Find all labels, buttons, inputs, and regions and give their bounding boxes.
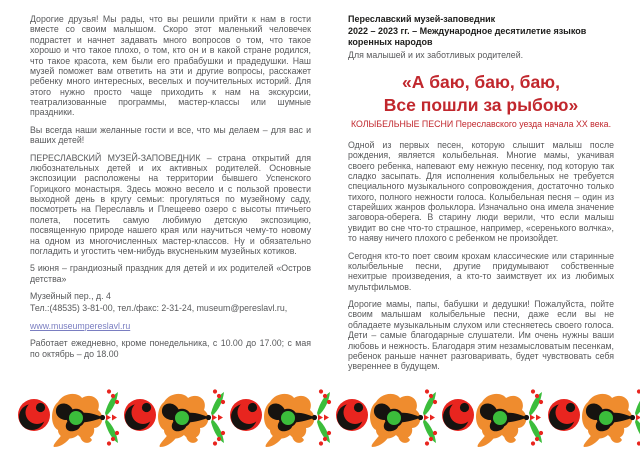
lullaby-history-paragraph: Одной из первых песен, которую слышит малыш после рождения, является колыбельная. Многие мамы, укачивая своего ребенка, напевают ему нежную песенку, под которую так сладко засыпать. Для исполнения колыбельных не требуется специального музыкального сопровождения, достаточно только тихого, полного нежности голоса. Колыбельная песня – один из старейших жанров фольклора. Изначально она имела значение заговора-оберега. В старину люди верили, что если малыш увидит во сне что-то страшное, например, «серенького волчка», то наяву ничего плохого с ребенком не произойдет.	[348, 139, 614, 244]
page-title	[348, 71, 614, 116]
decade-header: 2022 – 2023 гг. – Международное десятилетие языков коренных народов	[348, 25, 587, 48]
right-column	[348, 14, 614, 372]
title-line-1: «А баю, баю, баю,	[401, 72, 560, 93]
left-column	[30, 14, 311, 359]
appeal-paragraph: Дорогие мамы, папы, бабушки и дедушки! Пожалуйста, пойте своим малышам колыбельные песни, даже если вы не обладаете музыкальным слухом или стесняетесь своего голоса. Дети – самые благодарные слушатели. Им очень нужны ваши любовь и нежность. Благодаря этим незамысловатым песенкам, ребенок раньше начнет разговаривать, будет чувствовать себя увереннее в будущем.	[348, 299, 614, 372]
audience-line: Для малышей и их заботливых родителей.	[348, 50, 524, 61]
lullaby-today-paragraph: Сегодня кто-то поет своим крохам классические или старинные колыбельные песни, другие придумывают собственные нехитрые произведения, а кто-то заимствует их из любимых мультфильмов.	[348, 250, 614, 292]
event-announcement: 5 июня – грандиозный праздник для детей и их родителей «Остров детства»	[30, 263, 311, 284]
address-line: Музейный пер., д. 4	[30, 291, 111, 301]
folk-ornament-icon	[0, 388, 640, 450]
museum-name-header: Переславский музей-заповедник	[348, 14, 496, 24]
phone-line: Тел.:(48535) 3-81-00, тел./факс: 2-31-24, museum@pereslavl.ru,	[30, 303, 288, 314]
title-line-2: Все пошли за рыбою»	[383, 94, 579, 115]
museum-description: ПЕРЕСЛАВСКИЙ МУЗЕЙ-ЗАПОВЕДНИК – страна открытий для любознательных детей и их активных родителей. Основные экспозиции расположены на территории бывшего Успенского Горицкого монастыря. Здесь можно весело и с пользой провести выходной день в кругу семьи: прогуляться по музейному саду, посмотреть на Переславль и Плещеево озеро с высоты птичьего полета, посетить самую любимую детскую экспозицию, посвященную природе нашего края или научиться чему-то новому на одном из многочисленных мастер-классов. Ну и обязательно погладить и угостить чем-нибудь вкусненьким музейных котиков.	[30, 152, 311, 256]
lullaby-subtitle: КОЛЫБЕЛЬНЫЕ ПЕСНИ Переславского уезда начала XX века.	[350, 119, 612, 130]
website-link[interactable]: www.museumpereslavl.ru	[30, 320, 131, 331]
intro-paragraph: Дорогие друзья! Мы рады, что вы решили прийти к нам в гости вместе со своим малышом. Скоро этот маленький человечек подрастет и начнет задавать много вопросов о том, что такое хорошо и что такое плохо, о том, кто он и в какой стране родился, что такое красота, кем были его прабабушки и прадедушки. Наш музей поможет вам ответить на эти и другие вопросы, расскажет ребенку много интересных, веселых и поучительных историй. Для этого нужно просто чаще приходить к нам на экскурсии, театрализованные программы, мастер-классы или шумные праздники.	[30, 14, 311, 118]
folk-ornament-border	[0, 388, 640, 450]
schedule-line: Работает ежедневно, кроме понедельника, с 10.00 до 17.00; с мая по октябрь – до 18.00	[30, 338, 311, 359]
guests-paragraph: Вы всегда наши желанные гости и все, что мы делаем – для вас и ваших детей!	[30, 124, 311, 146]
